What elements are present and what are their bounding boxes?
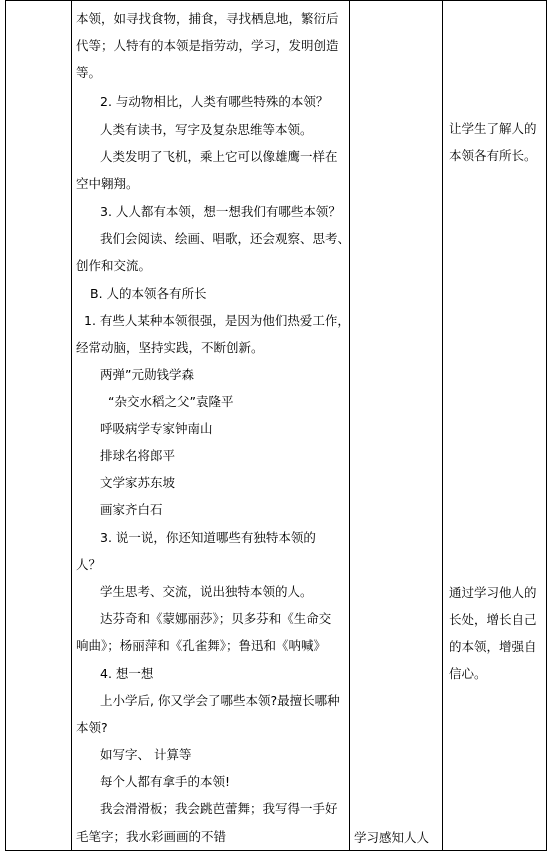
content-line: “杂交水稻之父”袁隆平	[108, 394, 234, 409]
content-line: 上小学后, 你又学会了哪些本领?最擅长哪种	[100, 693, 340, 708]
student-activity-cell	[350, 1, 443, 851]
content-line: 我会滑滑板；我会跳芭蕾舞；我写得一手好	[100, 801, 338, 816]
content-line: 本领?	[76, 720, 108, 735]
content-line: 4. 想一想	[100, 666, 154, 681]
content-line: 3. 人人都有本领，想一想我们有哪些本领？	[100, 204, 341, 219]
content-line: 文学家苏东坡	[100, 475, 176, 490]
lesson-plan-table	[5, 0, 547, 851]
design-intent-cell	[443, 1, 547, 851]
content-line: 毛笔字；我水彩画画的不错	[76, 829, 227, 844]
content-line: 2. 与动物相比，人类有哪些特殊的本领？	[100, 94, 329, 109]
content-line: 创作和交流。	[76, 258, 152, 273]
teaching-content-cell	[72, 1, 350, 851]
content-line: 如写字、 计算等	[100, 747, 192, 762]
content-line: 人类发明了飞机，乘上它可以像雄鹰一样在	[100, 149, 338, 164]
goal-text-2: 通过学习他人的长处，增长自己的本领，增强自信心。	[449, 585, 537, 681]
content-line: 经常动脑，坚持实践，不断创新。	[76, 340, 264, 355]
content-line: 达芬奇和《蒙娜丽莎》；贝多芬和《生命交	[100, 611, 332, 626]
section-heading: B. 人的本领各有所长	[90, 286, 207, 301]
content-line: 画家齐白石	[100, 502, 163, 517]
content-line: 空中翱翔。	[76, 176, 139, 191]
goal-text-1: 让学生了解人的本领各有所长。	[449, 121, 537, 163]
content-line: 两弹”元勋钱学森	[100, 367, 194, 382]
content-line: 3. 说一说，你还知道哪些有独特本领的	[100, 530, 316, 545]
design-intent	[443, 1, 546, 850]
teaching-content	[72, 1, 349, 850]
content-line: 人类有读书，写字及复杂思维等本领。	[100, 122, 313, 137]
content-line: 1. 有些人某种本领很强，是因为他们热爱工作，	[84, 313, 350, 328]
student-activity	[350, 1, 442, 850]
content-line: 每个人都有拿手的本领!	[100, 774, 231, 789]
content-line: 代等；人特有的本领是指劳动，学习，发明创造	[76, 38, 339, 53]
content-line: 本领，如寻找食物，捕食，寻找栖息地，繁衍后	[76, 11, 339, 26]
content-line: 等。	[76, 65, 102, 80]
column-1-cell	[6, 1, 72, 851]
content-line: 响曲》；杨丽萍和《孔雀舞》；鲁迅和《呐喊》	[76, 638, 327, 653]
content-line: 我们会阅读、绘画、唱歌，还会观察、思考、	[100, 231, 351, 246]
activity-note: 学习感知人人	[354, 830, 430, 845]
content-line: 学生思考、交流，说出独特本领的人。	[100, 584, 313, 599]
content-line: 人？	[76, 557, 102, 572]
content-line: 呼吸病学专家钟南山	[100, 421, 213, 436]
content-line: 排球名将郎平	[100, 448, 176, 463]
